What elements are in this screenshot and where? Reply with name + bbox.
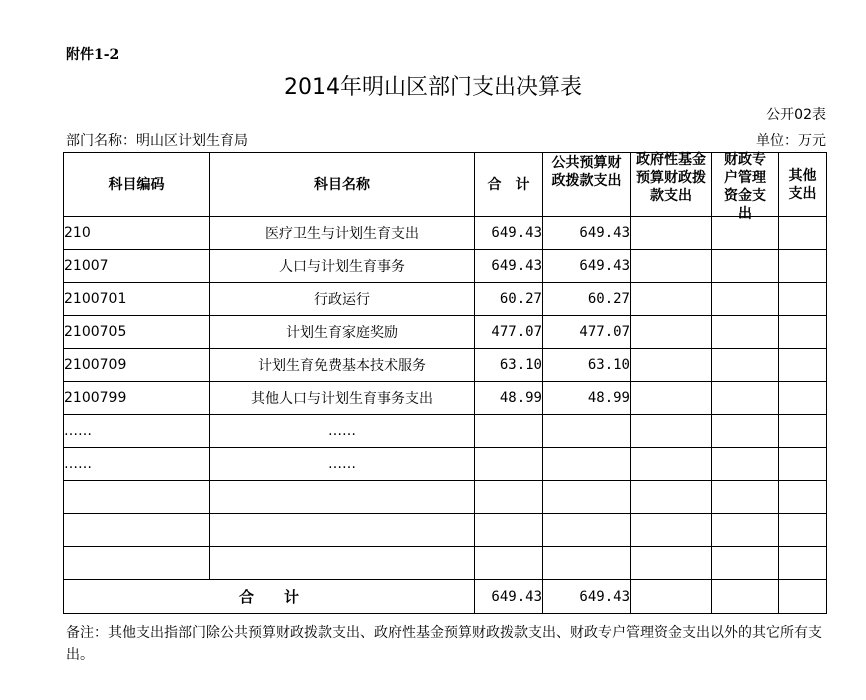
- header-gov-fund-text: 政府性基金预算财政拨款支出: [636, 151, 706, 204]
- row-gov-fund: [631, 415, 712, 448]
- row-fiscal-account: [712, 514, 779, 547]
- row-total: 48.99: [475, 382, 543, 415]
- row-fiscal-account: [712, 283, 779, 316]
- row-name: 行政运行: [210, 283, 475, 316]
- row-other: [779, 415, 827, 448]
- row-name: 其他人口与计划生育事务支出: [210, 382, 475, 415]
- row-code: 21007: [64, 250, 210, 283]
- row-public-budget: [543, 481, 631, 514]
- row-total: 60.27: [475, 283, 543, 316]
- row-public-budget: 649.43: [543, 250, 631, 283]
- row-public-budget: [543, 514, 631, 547]
- row-gov-fund: [631, 514, 712, 547]
- row-gov-fund: [631, 250, 712, 283]
- row-total: 649.43: [475, 217, 543, 250]
- header-gov-fund: [631, 153, 712, 217]
- row-gov-fund: [631, 448, 712, 481]
- row-fiscal-account: [712, 448, 779, 481]
- row-code: 210: [64, 217, 210, 250]
- row-other: [779, 250, 827, 283]
- table-row: [64, 283, 827, 316]
- row-public-budget: [543, 415, 631, 448]
- expenditure-table: [63, 152, 827, 614]
- row-total: [475, 415, 543, 448]
- row-public-budget: 649.43: [543, 217, 631, 250]
- row-total: [475, 448, 543, 481]
- row-gov-fund: [631, 547, 712, 580]
- table-row: [64, 316, 827, 349]
- row-public-budget: 477.07: [543, 316, 631, 349]
- row-other: [779, 481, 827, 514]
- row-code: ……: [64, 448, 210, 481]
- row-code: [64, 481, 210, 514]
- row-name: 计划生育家庭奖励: [210, 316, 475, 349]
- total-public-budget: 649.43: [543, 580, 631, 614]
- header-public-budget: [543, 153, 631, 217]
- row-name: [210, 481, 475, 514]
- row-gov-fund: [631, 283, 712, 316]
- row-other: [779, 382, 827, 415]
- table-row: [64, 349, 827, 382]
- row-total: [475, 547, 543, 580]
- row-name: 人口与计划生育事务: [210, 250, 475, 283]
- total-other: [779, 580, 827, 614]
- row-fiscal-account: [712, 415, 779, 448]
- row-other: [779, 316, 827, 349]
- header-name: 科目名称: [210, 153, 475, 217]
- row-gov-fund: [631, 316, 712, 349]
- row-other: [779, 448, 827, 481]
- table-row: [64, 382, 827, 415]
- department-name: 部门名称：明山区计划生育局: [66, 133, 248, 149]
- row-total: 63.10: [475, 349, 543, 382]
- row-name: [210, 547, 475, 580]
- table-row: [64, 448, 827, 481]
- table-row: [64, 547, 827, 580]
- table-header-row: [64, 153, 827, 217]
- page-title: 2014年明山区部门支出决算表: [284, 75, 582, 100]
- row-gov-fund: [631, 349, 712, 382]
- header-fiscal-account: [712, 151, 779, 222]
- unit-label: 单位：万元: [756, 133, 826, 149]
- total-total: 649.43: [475, 580, 543, 614]
- header-other-text: 其他支出: [788, 167, 817, 202]
- row-other: [779, 217, 827, 250]
- total-label: 合 计: [64, 580, 475, 614]
- row-public-budget: 48.99: [543, 382, 631, 415]
- header-public-budget-text: 公共预算财政拨款支出: [551, 154, 622, 189]
- row-fiscal-account: [712, 382, 779, 415]
- row-fiscal-account: [712, 481, 779, 514]
- row-code: [64, 514, 210, 547]
- row-gov-fund: [631, 481, 712, 514]
- total-fiscal-account: [712, 580, 779, 614]
- row-fiscal-account: [712, 316, 779, 349]
- row-name: [210, 514, 475, 547]
- row-fiscal-account: [712, 349, 779, 382]
- table-row: [64, 514, 827, 547]
- row-fiscal-account: [712, 547, 779, 580]
- attachment-label: 附件1-2: [66, 47, 120, 63]
- row-name: 计划生育免费基本技术服务: [210, 349, 475, 382]
- row-total: [475, 481, 543, 514]
- form-number: 公开02表: [766, 107, 826, 123]
- row-code: 2100705: [64, 316, 210, 349]
- row-name: ……: [210, 415, 475, 448]
- row-public-budget: [543, 448, 631, 481]
- row-other: [779, 283, 827, 316]
- row-code: [64, 547, 210, 580]
- header-code: 科目编码: [64, 153, 210, 217]
- total-gov-fund: [631, 580, 712, 614]
- row-public-budget: 60.27: [543, 283, 631, 316]
- row-name: ……: [210, 448, 475, 481]
- table-row: [64, 415, 827, 448]
- table-row: [64, 481, 827, 514]
- row-gov-fund: [631, 217, 712, 250]
- row-name: 医疗卫生与计划生育支出: [210, 217, 475, 250]
- row-code: 2100701: [64, 283, 210, 316]
- row-code: 2100709: [64, 349, 210, 382]
- row-code: ……: [64, 415, 210, 448]
- table-row: [64, 217, 827, 250]
- row-gov-fund: [631, 382, 712, 415]
- header-other: [779, 153, 827, 217]
- header-fiscal-account-text: 财政专户管理资金支出: [724, 151, 766, 222]
- row-fiscal-account: [712, 250, 779, 283]
- row-code: 2100799: [64, 382, 210, 415]
- row-public-budget: [543, 547, 631, 580]
- table-row: [64, 250, 827, 283]
- total-row: [64, 580, 827, 614]
- row-public-budget: 63.10: [543, 349, 631, 382]
- footnote: 备注：其他支出指部门除公共预算财政拨款支出、政府性基金预算财政拨款支出、财政专户管理资金支出以外的其它所有支出。: [66, 625, 822, 663]
- row-total: 649.43: [475, 250, 543, 283]
- row-other: [779, 547, 827, 580]
- header-total: 合 计: [475, 153, 543, 217]
- row-other: [779, 349, 827, 382]
- row-total: 477.07: [475, 316, 543, 349]
- row-total: [475, 514, 543, 547]
- row-other: [779, 514, 827, 547]
